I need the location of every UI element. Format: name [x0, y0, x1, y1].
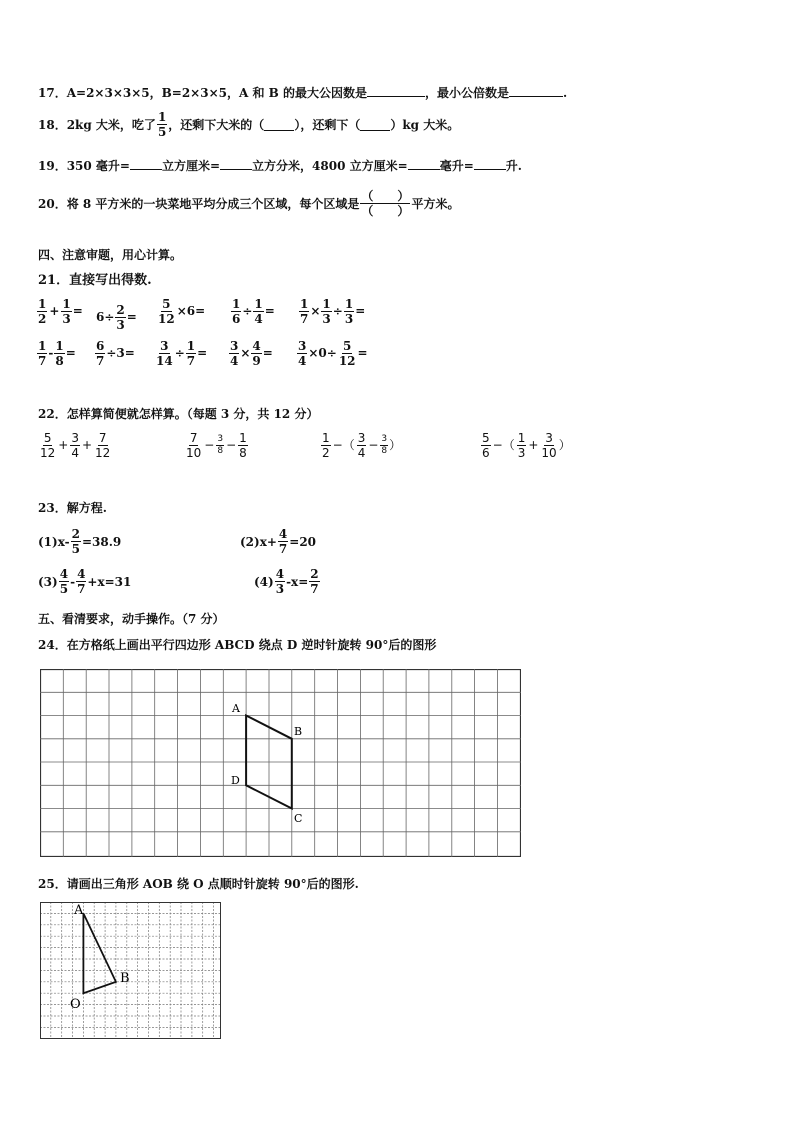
- q21-item-1: $\frac{1}{2}$ + $\frac{1}{3}$ =: [38, 297, 83, 326]
- label-c: C: [294, 812, 303, 825]
- q21-item-9: $\frac{3}{4}$ × $\frac{4}{9}$ =: [230, 339, 273, 368]
- eq2-pre: (2)x+: [240, 534, 277, 549]
- q19-blank-4[interactable]: [474, 157, 506, 170]
- q18-fraction: [157, 111, 167, 138]
- q21-item-2: 6÷ $\frac{2}{3}$ =: [96, 303, 137, 332]
- q22-item-1: $\frac{5}{12}$ + $\frac{3}{4}$ + $\frac{7}{12}$: [40, 431, 111, 460]
- eq1-post: =38.9: [82, 534, 122, 549]
- q19-a: 19．350 毫升=: [38, 159, 130, 173]
- question-20: [38, 190, 459, 217]
- label-b: B: [294, 725, 303, 738]
- eq3-mid: -: [70, 574, 76, 589]
- eq4-pre: (4): [254, 574, 274, 589]
- q21-item-8: $\frac{3}{14}$ ÷ $\frac{1}{7}$ =: [156, 339, 208, 368]
- q21-item-5: $\frac{1}{7}$ × $\frac{1}{3}$ ÷ $\frac{1}{3}$ =: [300, 297, 366, 326]
- q23-eq-1: (1)x- $\frac{2}{5}$ =38.9: [38, 527, 122, 556]
- label-d: D: [231, 774, 240, 787]
- eq4-mid: -x=: [286, 574, 309, 589]
- label-a: A: [232, 702, 240, 715]
- question-18: [38, 111, 459, 138]
- q18-blank-1[interactable]: [264, 118, 294, 131]
- q19-blank-2[interactable]: [220, 157, 252, 170]
- frac-num: （ ）: [361, 189, 410, 203]
- q20-fraction-blank[interactable]: [360, 190, 410, 217]
- label-o: O: [70, 997, 81, 1012]
- q21-item-10: $\frac{3}{4}$ ×0÷ $\frac{5}{12}$ =: [298, 339, 368, 368]
- q24-grid-figure[interactable]: [40, 669, 521, 857]
- q23-eq-3: (3) $\frac{4}{5}$ - $\frac{4}{7}$ +x=31: [38, 567, 132, 596]
- q25-grid-lines: [40, 902, 221, 1039]
- question-23-title: 23．解方程.: [38, 501, 107, 515]
- q18-mid: ，还剩下大米的（: [168, 118, 265, 132]
- eq3-post: +x=31: [87, 574, 132, 589]
- question-19: [38, 157, 522, 174]
- q23-eq-4: (4) $\frac{4}{3}$ -x= $\frac{2}{7}$: [254, 567, 319, 596]
- q21-item-3: $\frac{5}{12}$ ×6=: [158, 297, 206, 326]
- q19-b: 立方厘米=: [161, 159, 221, 173]
- q22-item-2: $\frac{7}{10}$ − $\frac{3}{8}$ − $\frac{1}{8}$: [186, 431, 247, 460]
- q21-item-7: $\frac{6}{7}$ ÷3=: [96, 339, 135, 368]
- q19-blank-1[interactable]: [130, 157, 162, 170]
- q19-d: 毫升=: [439, 159, 474, 173]
- q20-text: 20．将 8 平方米的一块菜地平均分成三个区域，每个区域是: [38, 197, 360, 211]
- q21-item-4: $\frac{1}{6}$ ÷ $\frac{1}{4}$ =: [232, 297, 275, 326]
- q19-c: 立方分米，4800 立方厘米=: [252, 159, 408, 173]
- q22-item-4: $\frac{5}{6}$ −（ $\frac{1}{3}$ + $\frac{3}{10}$ ）: [482, 431, 571, 460]
- q23-eq-2: (2)x+ $\frac{4}{7}$ =20: [240, 527, 317, 556]
- question-22-title: 22．怎样算简便就怎样算。（每题 3 分，共 12 分）: [38, 407, 319, 421]
- q17-blank-lcm[interactable]: [509, 84, 563, 97]
- q20-end: 平方米。: [411, 197, 460, 211]
- q18-end: ）kg 大米。: [390, 118, 460, 132]
- q17-end: .: [563, 86, 568, 100]
- question-24-title: 24．在方格纸上画出平行四边形 ABCD 绕点 D 逆时针旋转 90°后的图形: [38, 638, 437, 652]
- q17-blank-gcd[interactable]: [367, 84, 425, 97]
- eq1-pre: (1)x-: [38, 534, 70, 549]
- section-4-heading: 四、注意审题，用心计算。: [38, 248, 183, 262]
- q18-blank-2[interactable]: [360, 118, 390, 131]
- frac-den: 5: [157, 125, 167, 139]
- eq3-pre: (3): [38, 574, 58, 589]
- question-25-title: 25．请画出三角形 AOB 绕 O 点顺时针旋转 90°后的图形.: [38, 877, 359, 891]
- q25-grid-figure[interactable]: [40, 902, 221, 1039]
- section-5-heading: 五、看清要求，动手操作。（7 分）: [38, 612, 225, 626]
- q18-prefix: 18．2kg 大米，吃了: [38, 118, 156, 132]
- triangle-aob: [83, 913, 116, 993]
- label-b: B: [120, 971, 130, 986]
- label-a: A: [74, 903, 84, 918]
- frac-num: 1: [157, 110, 167, 124]
- q19-e: 升.: [505, 159, 522, 173]
- q22-item-3: $\frac{1}{2}$ −（ $\frac{3}{4}$ − $\frac{3}{8}$ ）: [322, 431, 402, 460]
- q17-text-a: 17．A=2×3×3×5，B=2×3×5，A 和 B 的最大公因数是: [38, 86, 367, 100]
- frac-den: （ ）: [361, 204, 410, 218]
- question-17: [38, 84, 567, 101]
- q25-grid-border: [41, 903, 221, 1039]
- eq2-post: =20: [289, 534, 317, 549]
- q19-blank-3[interactable]: [408, 157, 440, 170]
- q18-mid2: ），还剩下（: [294, 118, 361, 132]
- q17-text-b: ，最小公倍数是: [424, 86, 509, 100]
- q24-grid-lines: [40, 669, 521, 857]
- question-21-title: 21．直接写出得数.: [38, 273, 152, 288]
- q21-item-6: $\frac{1}{7}$ - $\frac{1}{8}$ =: [38, 339, 76, 368]
